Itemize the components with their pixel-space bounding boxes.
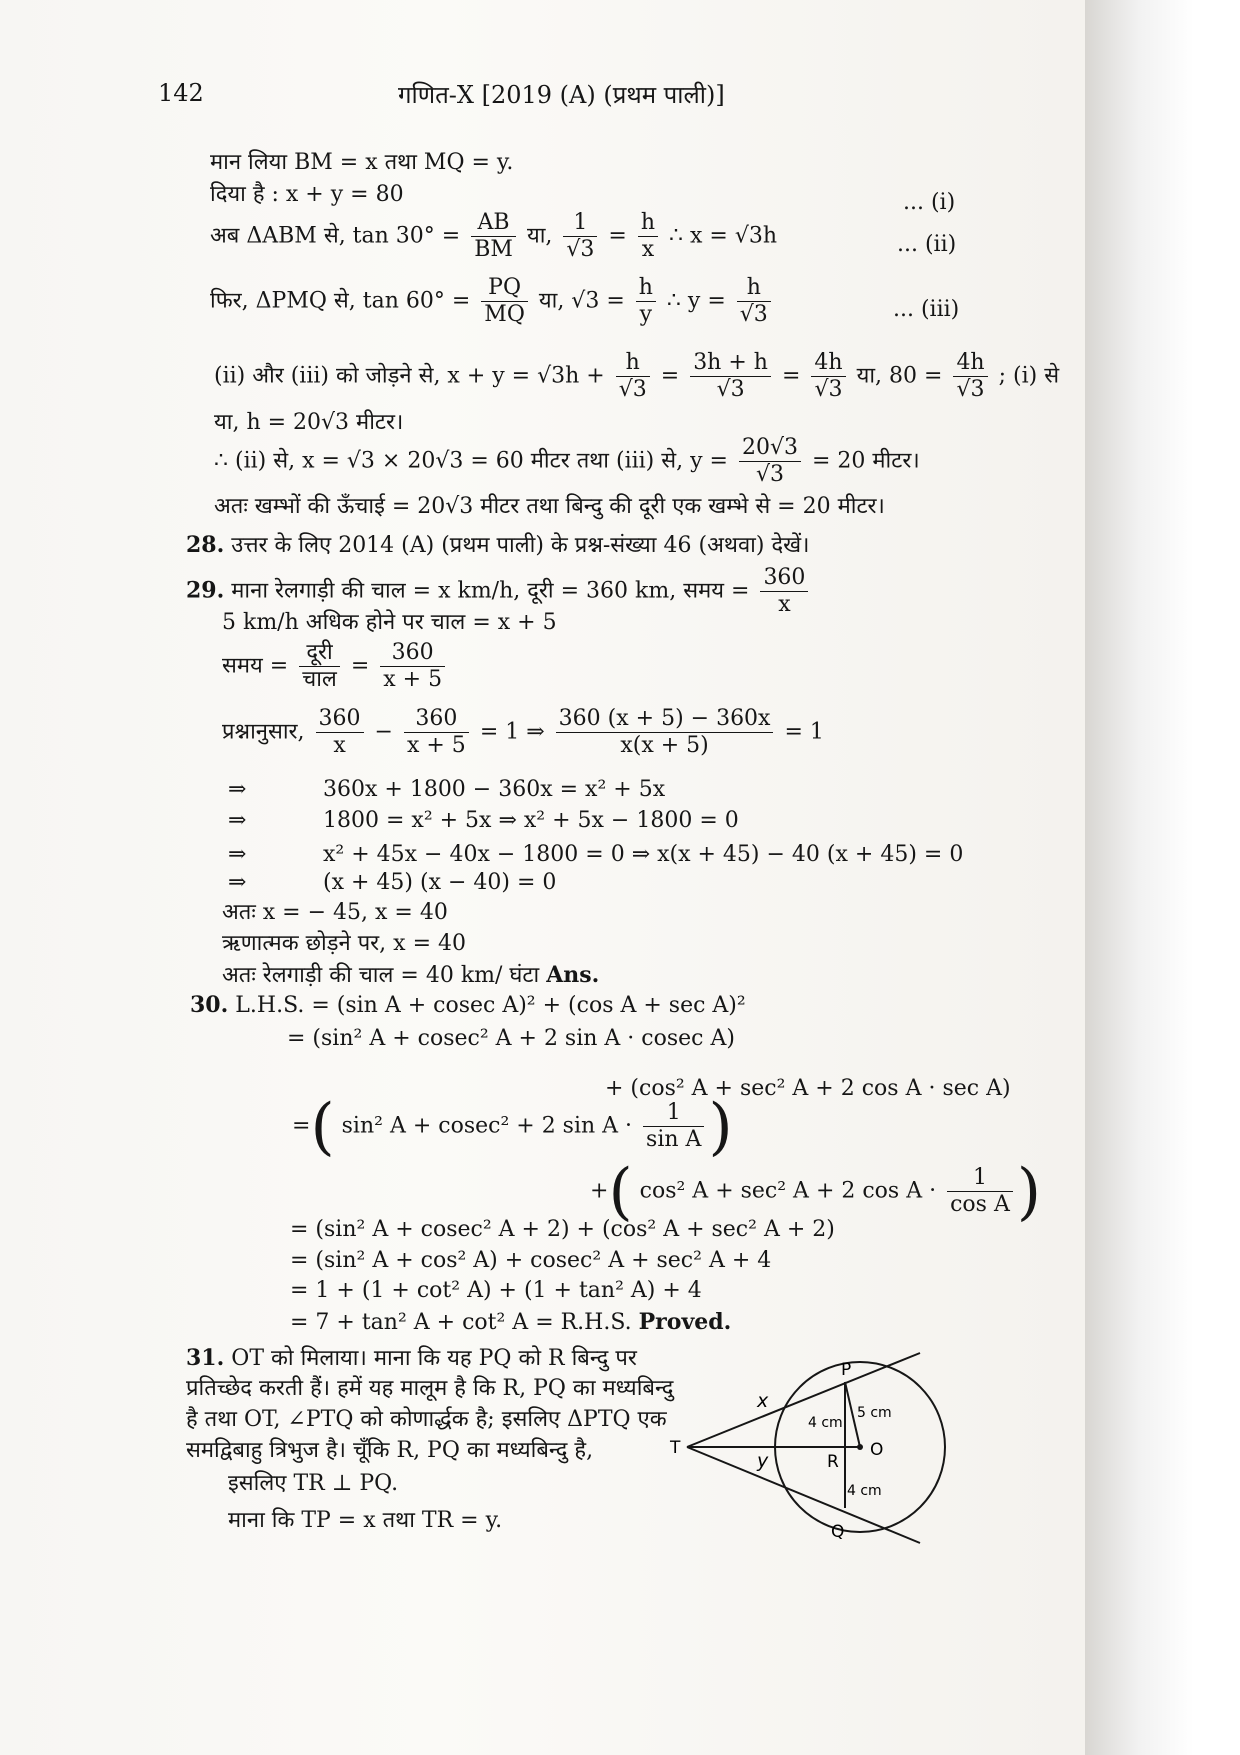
- label-o: O: [870, 1440, 884, 1460]
- q29-step-text: (x + 45) (x − 40) = 0: [323, 870, 557, 895]
- q29-line-10: ऋणात्मक छोड़ने पर, x = 40: [222, 931, 466, 956]
- q27-line-4: [210, 275, 775, 328]
- tangent-figure: [665, 1345, 960, 1545]
- numerator: 360 (x + 5) − 360x: [556, 706, 774, 733]
- fraction: [690, 350, 771, 403]
- denominator: x: [333, 733, 346, 758]
- numerator: h: [638, 210, 658, 237]
- q27-text: अब ΔABM से, tan 30° =: [210, 223, 461, 249]
- eq-ref-i: ... (i): [903, 190, 956, 215]
- right-paren: ): [1016, 1154, 1042, 1228]
- label-x: x: [757, 1390, 769, 1412]
- fraction: [638, 210, 658, 263]
- q30-line-8: = 1 + (1 + cot² A) + (1 + tan² A) + 4: [290, 1278, 702, 1303]
- label-r: R: [827, 1452, 839, 1472]
- q27-text: या,: [526, 223, 553, 249]
- denominator: y: [639, 302, 653, 327]
- numerator: 360: [316, 706, 364, 733]
- q29-text: = 1: [784, 719, 824, 745]
- q27-text: ∴ (ii) से, x = √3 × 20√3 = 60 मीटर तथा (iii) से, y =: [214, 448, 728, 474]
- fraction: [616, 350, 650, 403]
- label-t: T: [670, 1438, 681, 1458]
- q27-line-8: अतः खम्भों की ऊँचाई = 20√3 मीटर तथा बिन्दु की दूरी एक खम्भे से = 20 मीटर।: [214, 494, 885, 519]
- q31-line-3: है तथा OT, ∠PTQ को कोणार्द्धक है; इसलिए ΔPTQ एक: [186, 1407, 667, 1432]
- numerator: 4h: [953, 350, 987, 377]
- q29-text: अतः रेलगाड़ी की चाल = 40 km/ घंटा: [222, 963, 540, 988]
- q29-step-text: x² + 45x − 40x − 1800 = 0 ⇒ x(x + 45) − 40 (x + 45) = 0: [323, 842, 964, 867]
- numerator: 3h + h: [690, 350, 771, 377]
- q31-line-5: इसलिए TR ⊥ PQ.: [228, 1471, 399, 1496]
- q31-line-4: समद्विबाहु त्रिभुज है। चूँकि R, PQ का मध्यबिन्दु है,: [186, 1438, 594, 1463]
- question-number: 31.: [186, 1345, 225, 1371]
- numerator: PQ: [481, 275, 528, 302]
- q30-text: sin² A + cosec² + 2 sin A ·: [341, 1113, 633, 1139]
- q29-line-11: [222, 960, 599, 991]
- fraction: [737, 275, 771, 328]
- q27-text: ∴ y =: [666, 288, 726, 314]
- q31-text: OT को मिलाया। माना कि यह PQ को R बिन्दु पर: [231, 1346, 637, 1371]
- q30-line-9: [290, 1307, 731, 1338]
- numerator: h: [737, 275, 771, 302]
- q30-line-7: = (sin² A + cos² A) + cosec² A + sec² A + 4: [290, 1248, 772, 1273]
- q29-step-2: [228, 806, 739, 836]
- q29-text: = 1 ⇒: [479, 719, 545, 745]
- tangent-tp: [687, 1353, 920, 1447]
- q29-step-text: 1800 = x² + 5x ⇒ x² + 5x − 1800 = 0: [323, 808, 739, 833]
- q27-line-1: मान लिया BM = x तथा MQ = y.: [210, 150, 514, 175]
- question-number: 29.: [186, 577, 225, 604]
- fraction: [471, 210, 516, 263]
- q29-line-4: [222, 706, 824, 759]
- fraction: [380, 640, 445, 693]
- denominator: x(x + 5): [620, 733, 709, 758]
- q28-text: उत्तर के लिए 2014 (A) (प्रथम पाली) के प्रश्न-संख्या 46 (अथवा) देखें।: [231, 533, 810, 558]
- running-header: गणित-X [2019 (A) (प्रथम पाली)]: [398, 81, 725, 109]
- q27-text: ; (i) से: [998, 363, 1060, 389]
- fraction: [556, 706, 774, 759]
- q27-text: (ii) और (iii) को जोड़ने से, x + y = √3h +: [214, 363, 605, 389]
- q29-text: माना रेलगाड़ी की चाल = x km/h, दूरी = 360 km, समय =: [231, 578, 750, 604]
- q29-step-4: [228, 868, 556, 898]
- q29-step-text: 360x + 1800 − 360x = x² + 5x: [323, 777, 666, 802]
- numerator: 1: [563, 210, 597, 237]
- implies-arrow: ⇒: [228, 777, 247, 802]
- q30-text: = 7 + tan² A + cot² A = R.H.S.: [290, 1310, 632, 1335]
- q30-line-1: [190, 990, 746, 1021]
- q30-line-5: [590, 1154, 1042, 1228]
- q29-line-3: [222, 640, 449, 693]
- fraction: [563, 210, 597, 263]
- eq-ref-iii: ... (iii): [893, 297, 960, 322]
- q27-text: =: [660, 363, 680, 389]
- fraction: [953, 350, 987, 403]
- denominator: √3: [566, 237, 595, 262]
- denominator: x: [641, 237, 655, 262]
- q28-line: [186, 530, 809, 561]
- implies-arrow: ⇒: [228, 870, 247, 895]
- fraction: [643, 1100, 704, 1153]
- tangent-tq: [687, 1447, 920, 1543]
- q30-text: L.H.S. = (sin A + cosec A)² + (cos A + sec A)²: [235, 993, 746, 1018]
- fraction: [636, 275, 656, 328]
- numerator: 20√3: [739, 435, 801, 462]
- q30-line-3: + (cos² A + sec² A + 2 cos A · sec A): [605, 1076, 1011, 1101]
- numerator: 1: [947, 1165, 1013, 1192]
- fraction: [760, 565, 808, 618]
- denominator: √3: [956, 377, 985, 402]
- denominator: BM: [474, 237, 513, 262]
- q31-line-1: [186, 1343, 637, 1374]
- q30-line-2: = (sin² A + cosec² A + 2 sin A · cosec A): [287, 1026, 735, 1051]
- q27-line-2: दिया है : x + y = 80: [210, 182, 404, 207]
- implies-arrow: ⇒: [228, 842, 247, 867]
- q27-line-7: [214, 435, 920, 488]
- eq-ref-ii: ... (ii): [897, 232, 957, 257]
- numerator: AB: [471, 210, 516, 237]
- q31-line-6: माना कि TP = x तथा TR = y.: [228, 1508, 503, 1533]
- right-paren: ): [708, 1089, 733, 1163]
- question-number: 30.: [190, 992, 229, 1018]
- q31-line-2: प्रतिच्छेद करती हैं। हमें यह मालूम है कि R, PQ का मध्यबिन्दु: [186, 1376, 674, 1401]
- q27-text: =: [608, 223, 627, 249]
- q27-line-5: [214, 350, 1059, 403]
- denominator: x + 5: [406, 733, 466, 758]
- label-po-length: 5 cm: [857, 1405, 892, 1421]
- q30-line-6: = (sin² A + cosec² A + 2) + (cos² A + sec² A + 2): [290, 1217, 835, 1242]
- fraction: [811, 350, 845, 403]
- numerator: 360: [380, 640, 445, 667]
- numerator: 360: [404, 706, 469, 733]
- denominator: चाल: [302, 667, 337, 692]
- q29-text: =: [350, 653, 370, 679]
- page-number: 142: [158, 79, 204, 107]
- denominator: √3: [755, 462, 784, 487]
- denominator: √3: [814, 377, 843, 402]
- numerator: 4h: [811, 350, 845, 377]
- label-p: P: [841, 1360, 852, 1380]
- fraction: [481, 275, 528, 328]
- q27-text: = 20 मीटर।: [811, 448, 920, 474]
- fraction: [316, 706, 364, 759]
- q30-text: +: [590, 1178, 609, 1204]
- numerator: 360: [760, 565, 808, 592]
- fraction: [404, 706, 469, 759]
- question-number: 28.: [186, 532, 225, 558]
- q27-text: या, √3 =: [538, 288, 625, 314]
- left-paren: (: [608, 1154, 633, 1228]
- fraction: [739, 435, 801, 488]
- q27-line-6: या, h = 20√3 मीटर।: [214, 410, 404, 435]
- denominator: √3: [716, 377, 745, 402]
- q30-line-4: [292, 1089, 733, 1163]
- center-dot: [857, 1444, 863, 1450]
- label-y: y: [757, 1450, 769, 1472]
- q27-text: या, 80 =: [856, 363, 943, 389]
- denominator: √3: [739, 302, 768, 327]
- denominator: cos A: [950, 1192, 1010, 1217]
- numerator: दूरी: [299, 640, 340, 667]
- numerator: 1: [643, 1100, 704, 1127]
- implies-arrow: ⇒: [228, 808, 247, 833]
- proved-label: Proved.: [638, 1309, 732, 1335]
- q27-text: ∴ x = √3h: [669, 223, 778, 249]
- denominator: x: [778, 592, 791, 617]
- q29-step-1: [228, 775, 665, 805]
- q29-text: समय =: [222, 653, 289, 679]
- denominator: MQ: [484, 302, 525, 327]
- q27-text: =: [781, 363, 801, 389]
- q29-line-9: अतः x = − 45, x = 40: [222, 900, 448, 925]
- q29-text: −: [374, 719, 393, 745]
- ans-label: Ans.: [546, 962, 600, 988]
- denominator: √3: [618, 377, 647, 402]
- numerator: h: [616, 350, 650, 377]
- q29-text: प्रश्नानुसार,: [222, 719, 305, 745]
- left-paren: (: [310, 1089, 335, 1163]
- q27-line-3: [210, 210, 777, 263]
- denominator: x + 5: [383, 667, 443, 692]
- fraction: [947, 1165, 1013, 1218]
- scan-edge-shadow: [1085, 0, 1240, 1755]
- q30-text: =: [292, 1113, 311, 1139]
- q27-text: फिर, ΔPMQ से, tan 60° =: [210, 288, 471, 314]
- denominator: sin A: [646, 1127, 702, 1152]
- label-rq-length: 4 cm: [847, 1483, 882, 1499]
- fraction: [299, 640, 340, 693]
- label-pr-length: 4 cm: [808, 1415, 843, 1431]
- q30-text: cos² A + sec² A + 2 cos A ·: [639, 1178, 937, 1204]
- label-q: Q: [831, 1522, 845, 1542]
- numerator: h: [636, 275, 656, 302]
- q29-step-3: [228, 840, 963, 870]
- q29-line-2: 5 km/h अधिक होने पर चाल = x + 5: [222, 610, 557, 635]
